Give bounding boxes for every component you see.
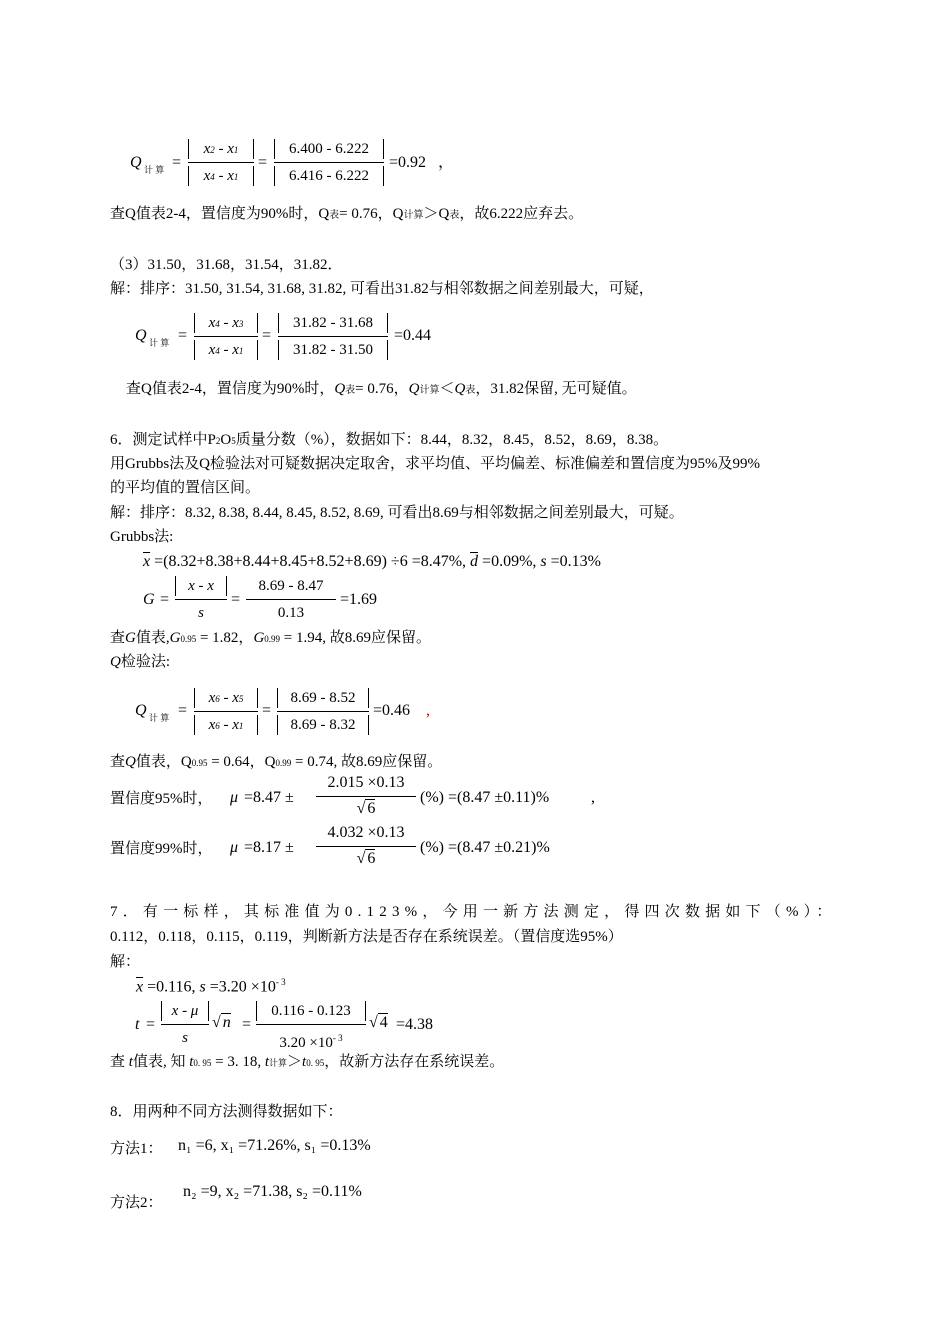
fraction-numeric: 6.400 - 6.222 6.416 - 6.222 — [274, 139, 384, 187]
fraction-t-numeric: 0.116 - 0.123 $3.20 \times 10^{- 3}$ — [256, 1001, 366, 1049]
fraction-numeric: 8.69 - 8.52 8.69 - 8.32 — [277, 688, 369, 736]
result: =0.44 — [394, 327, 432, 344]
mean-equation: $\overline{x} =(8.32+8.38+8.44+8.45+8.52+8.69) \div 6 =8.47\%$, $\overline{d} =0.09\%$, s =0.13% — [143, 553, 601, 570]
fraction-symbolic: x6 - x5 x6 - x1 — [194, 688, 258, 736]
q-subscript: 计 算 — [144, 165, 165, 175]
fraction-numeric: 31.82 - 31.68 31.82 - 31.50 — [278, 313, 388, 361]
q7-mean-s: $\overline{x} =0.116$, $s =3.20 \times 10^{- 3}$ — [136, 977, 286, 996]
method1-label: 方法1： — [110, 1141, 163, 1157]
q-table-conclusion-869: 查Q值表，Q0.95 = 0.64，Q0.99 = 0.74, 故8.69应保留。 — [110, 754, 443, 770]
fraction-ci99: 4.032 ×0.13 √ 6 — [316, 823, 416, 871]
q7-line1: 7．有一标样，其标准值为0.123%，今用一新方法测定，得四次数据如下（%）： — [110, 904, 837, 920]
result: =0.92 — [389, 154, 427, 171]
t-table-conclusion: 查 t值表, 知 t0. 95 = 3. 18, t计算＞t0. 95，故新方法存在系统误差。 — [110, 1054, 505, 1070]
fraction-symbolic: x4 - x3 x4 - x1 — [194, 313, 258, 361]
fraction-symbolic: x2 - x1 x4 - x1 — [188, 139, 254, 187]
item-3-title: （3）31.50，31.68，31.54，31.82． — [110, 257, 343, 273]
equals-sign: = — [178, 327, 188, 344]
method1-equation: n₁ =6, x₁ =71.26%, s₁ =0.13% — [178, 1137, 371, 1154]
equals-sign: = — [262, 327, 272, 344]
q-test-label: Q检验法: — [110, 654, 171, 670]
equals-sign: = — [258, 154, 268, 171]
fraction-ci95: 2.015 ×0.13 √ 6 — [316, 773, 416, 821]
g-table-conclusion: 查G值表,G0.95 = 1.82，G0.99 = 1.94, 故8.69应保留。 — [110, 630, 431, 646]
method2-equation: n₂ =9, x₂ =71.38, s₂ =0.11% — [183, 1183, 362, 1200]
q-table-conclusion-3182: 查Q值表2-4，置信度为90%时，Q表= 0.76，Q计算＜Q表，31.82保留, 无可疑值。 — [126, 381, 637, 397]
method2-label: 方法2： — [110, 1195, 163, 1211]
equals-sign: = — [172, 154, 182, 171]
q8-line1: 8．用两种不同方法测得数据如下： — [110, 1104, 343, 1120]
comma: ， — [438, 154, 455, 171]
q6-line2: 用Grubbs法及Q检验法对可疑数据决定取舍，求平均值、平均偏差、标准偏差和置信度为95%及99% — [110, 456, 760, 472]
q-symbol: Q — [130, 154, 142, 171]
fraction-t-symbolic: x - μ s — [161, 1001, 209, 1049]
q7-line2: 0.112，0.118，0.115，0.119，判断新方法是否存在系统误差。（置信度选95%） — [110, 929, 623, 945]
fraction-g-numeric: 8.69 - 8.47 0.13 — [246, 576, 336, 624]
q6-solution: 解：排序：8.32, 8.38, 8.44, 8.45, 8.52, 8.69, 可看出8.69与相邻数据之间差别最大，可疑。 — [110, 505, 684, 521]
q-symbol: Q — [135, 327, 147, 344]
q7-solution-label: 解： — [110, 954, 141, 970]
q-subscript: 计 算 — [149, 338, 170, 348]
q6-line3: 的平均值的置信区间。 — [110, 480, 261, 496]
grubbs-label: Grubbs法: — [110, 529, 174, 545]
q6-line1: 6．测定试样中P2O5质量分数（%），数据如下：8.44，8.32，8.45，8.52，8.69，8.38。 — [110, 432, 669, 448]
fraction-g-symbolic: x - x s — [175, 576, 227, 624]
q-table-conclusion-6222: 查Q值表2-4，置信度为90%时，Q表= 0.76，Q计算＞Q表，故6.222应弃去。 — [110, 206, 584, 222]
item-3-solution: 解：排序：31.50, 31.54, 31.68, 31.82, 可看出31.82与相邻数据之间差别最大，可疑， — [110, 281, 654, 297]
